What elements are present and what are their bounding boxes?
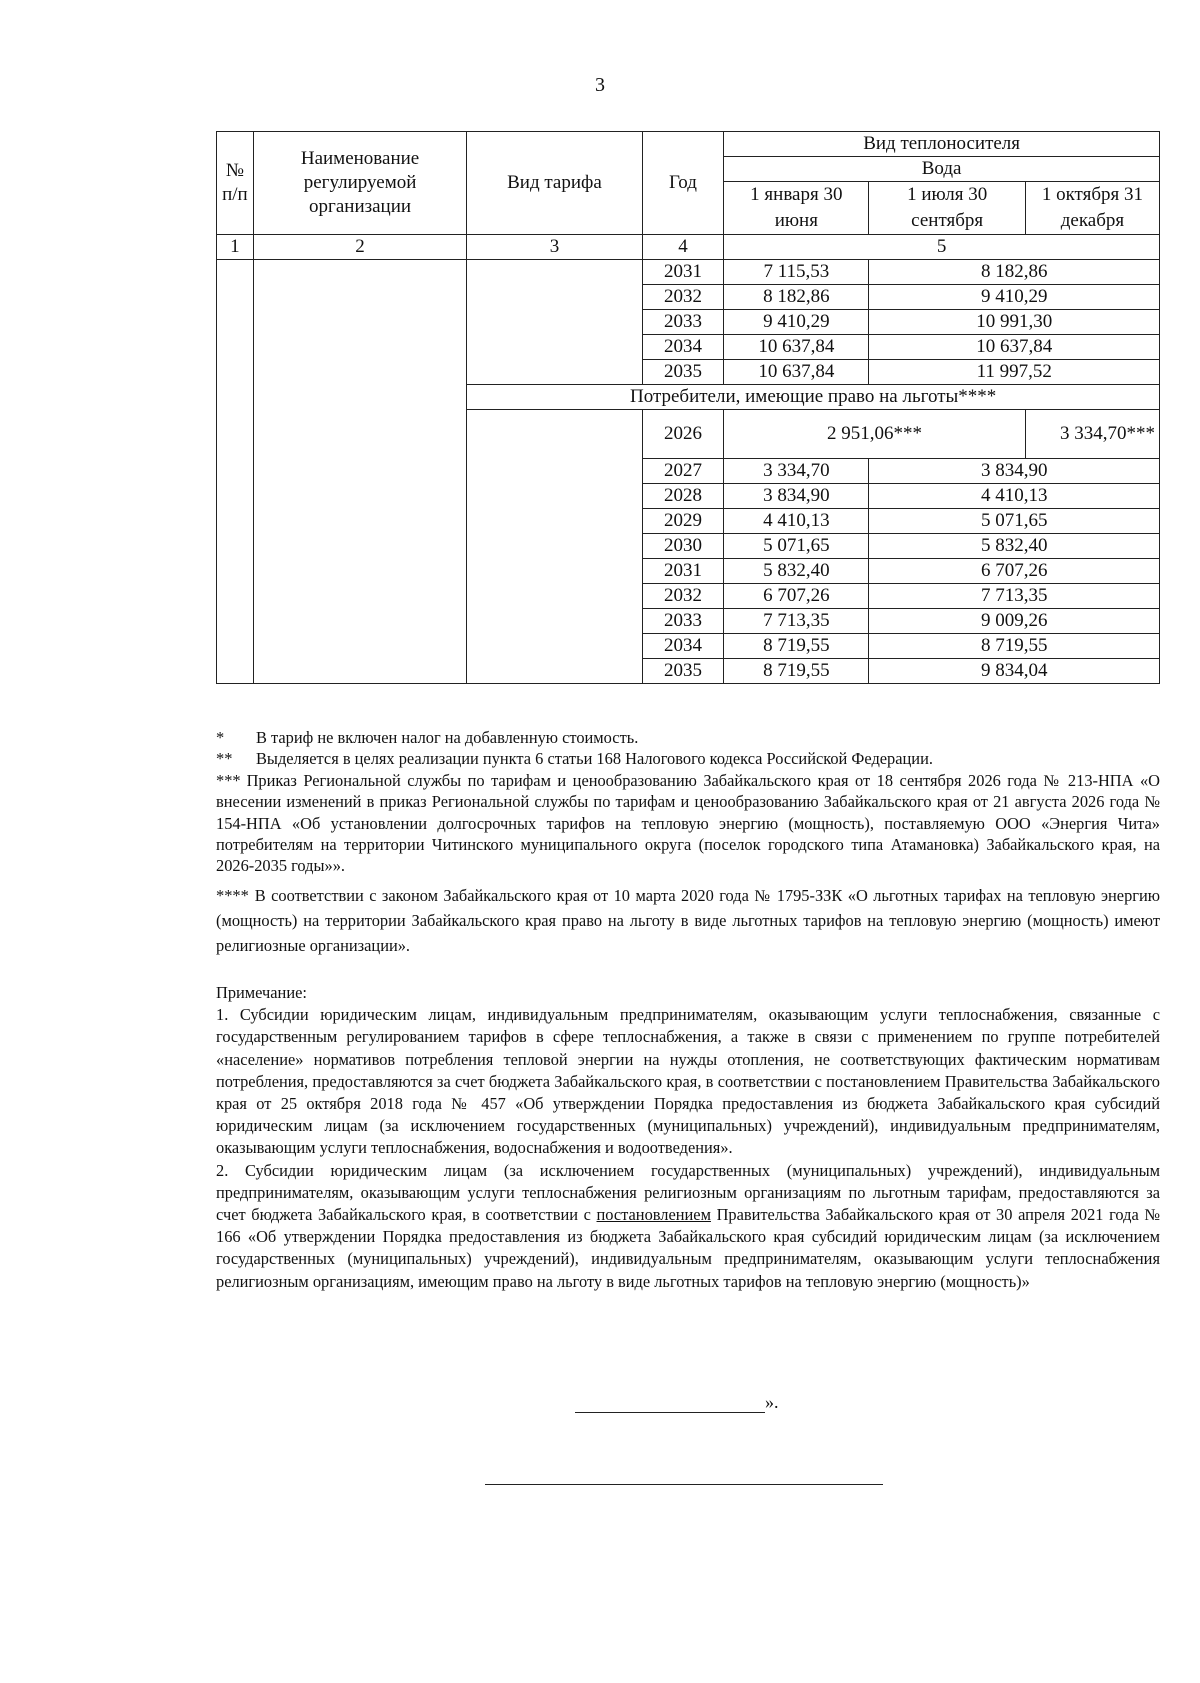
value-period-1: 10 637,84 <box>724 360 869 385</box>
value-period-1-2: 2 951,06*** <box>724 410 1026 459</box>
note-paragraph-2 <box>216 1160 1160 1293</box>
note-paragraph-1: 1. Субсидии юридическим лицам, индивидуальным предпринимателям, оказывающим услуги теплоснабжения, связанные с государственным регулированием тарифов в сфере теплоснабжения, а также в связи с применением по группе потребителей «население» нормативов потребления тепловой энергии на нужды отопления, не соответствующих фактическим нормативам потребления, предоставляются за счет бюджета Забайкальского края, в соответствии с постановлением Правительства Забайкальского края от 25 октября 2018 года № 457 «Об утверждении Порядка предоставления из бюджета Забайкальского края субсидий юридическим лицам (за исключением государственных (муниципальных) учреждений), индивидуальным предпринимателям, оказывающим услуги теплоснабжения, водоснабжения и водоотведения». <box>216 1005 1160 1158</box>
table-row <box>217 260 1160 285</box>
footnote-mark: * <box>216 728 225 747</box>
year-cell: 2029 <box>642 509 724 534</box>
value-period-2-3: 5 071,65 <box>869 509 1160 534</box>
value-period-2-3: 10 637,84 <box>869 335 1160 360</box>
value-period-2-3: 9 410,29 <box>869 285 1160 310</box>
resolution-link[interactable]: постановлением <box>596 1205 711 1225</box>
footnote-1 <box>216 727 1160 748</box>
value-period-1: 9 410,29 <box>724 310 869 335</box>
value-period-2-3: 4 410,13 <box>869 484 1160 509</box>
year-cell: 2032 <box>642 285 724 310</box>
value-period-1: 5 832,40 <box>724 559 869 584</box>
header-carrier: Вид теплоносителя <box>724 132 1160 157</box>
year-cell: 2033 <box>642 609 724 634</box>
year-cell: 2028 <box>642 484 724 509</box>
header-period-3: 1 октября 31 декабря <box>1025 182 1159 235</box>
value-period-1: 3 334,70 <box>724 459 869 484</box>
year-cell: 2032 <box>642 584 724 609</box>
signature-line <box>575 1394 765 1413</box>
value-period-1: 7 713,35 <box>724 609 869 634</box>
value-period-2-3: 9 009,26 <box>869 609 1160 634</box>
value-period-1: 8 719,55 <box>724 659 869 684</box>
col-number-2: 2 <box>253 235 466 260</box>
value-period-2-3: 8 719,55 <box>869 634 1160 659</box>
header-tariff-type: Вид тарифа <box>467 132 642 235</box>
col-number-1: 1 <box>217 235 254 260</box>
year-cell: 2026 <box>642 410 724 459</box>
value-period-1: 5 071,65 <box>724 534 869 559</box>
closing-mark <box>575 1392 779 1413</box>
num-cell-empty <box>217 260 254 684</box>
year-cell: 2034 <box>642 634 724 659</box>
value-period-2-3: 10 991,30 <box>869 310 1160 335</box>
col-number-3: 3 <box>467 235 642 260</box>
year-cell: 2031 <box>642 260 724 285</box>
closing-quote: ». <box>765 1392 779 1412</box>
page-number: 3 <box>595 74 605 96</box>
footnote-3 <box>216 770 1160 877</box>
year-cell: 2031 <box>642 559 724 584</box>
footnotes <box>216 727 1160 958</box>
value-period-1: 6 707,26 <box>724 584 869 609</box>
year-cell: 2027 <box>642 459 724 484</box>
footnote-text: В тариф не включен налог на добавленную стоимость. <box>256 728 639 747</box>
benefit-header: Потребители, имеющие право на льготы**** <box>467 385 1160 410</box>
footnote-mark: *** <box>216 770 241 790</box>
header-water: Вода <box>724 157 1160 182</box>
value-period-1: 7 115,53 <box>724 260 869 285</box>
footnote-mark: **** <box>216 885 249 905</box>
note-title: Примечание: <box>216 983 307 1002</box>
note-paragraph-2-end: Правительства Забайкальского края от 30 апреля 2021 года № 166 «Об утверждении Порядка предоставления из бюджета Забайкальского края субсидий юридическим лицам (за исключением государственных (муниципальных) учреждений), индивидуальным предпринимателям, оказывающим услуги теплоснабжения религиозным организациям, имеющим право на льготу в виде льготных тарифов на тепловую энергию (мощность)» <box>216 1205 1160 1291</box>
tariff-table <box>216 131 1160 684</box>
value-period-2-3: 5 832,40 <box>869 534 1160 559</box>
footnote-text: Выделяется в целях реализации пункта 6 статьи 168 Налогового кодекса Российской Федерации. <box>256 749 933 769</box>
note-paragraph-2-start: 2. Субсидии юридическим лицам (за исключением государственных (муниципальных) учреждений), индивидуальным предпринимателям, оказывающим услуги теплоснабжения религиозным организациям по льготным тарифам, предоставляются за счет бюджета Забайкальского края, в соответствии с <box>216 1160 1160 1225</box>
year-cell: 2035 <box>642 360 724 385</box>
year-cell: 2033 <box>642 310 724 335</box>
value-period-1: 8 719,55 <box>724 634 869 659</box>
footnote-2 <box>216 748 1160 769</box>
header-period-1: 1 января 30 июня <box>724 182 869 235</box>
footnote-4 <box>216 883 1160 958</box>
footnote-text: В соответствии с законом Забайкальского края от 10 марта 2020 года № 1795-ЗЗК «О льготных тарифах на тепловую энергию (мощность) на территории Забайкальского края право на льготу в виде льготных тарифов на тепловую энергию (мощность) имеют религиозные организации». <box>216 885 1160 955</box>
value-period-1: 8 182,86 <box>724 285 869 310</box>
column-numbers-row <box>217 235 1160 260</box>
year-cell: 2034 <box>642 335 724 360</box>
col-number-4: 4 <box>642 235 724 260</box>
tariff-cell-empty <box>467 410 642 684</box>
value-period-2-3: 9 834,04 <box>869 659 1160 684</box>
footnote-text: Приказ Региональной службы по тарифам и ценообразованию Забайкальского края от 18 сентября 2026 года № 213-НПА «О внесении изменений в приказ Региональной службы по тарифам и ценообразованию Забайкальского края от 21 августа 2026 года № 154-НПА «Об установлении долгосрочных тарифов на тепловую энергию (мощность), поставляемую ООО «Энергия Чита» потребителям на территории Читинского муниципального округа (поселок городского типа Атамановка) Забайкальского края, на 2026-2035 годы»». <box>216 770 1160 876</box>
value-period-3: 3 334,70*** <box>1025 410 1159 459</box>
tariff-cell-empty <box>467 260 642 385</box>
value-period-2-3: 3 834,90 <box>869 459 1160 484</box>
year-cell: 2030 <box>642 534 724 559</box>
value-period-1: 3 834,90 <box>724 484 869 509</box>
col-number-5: 5 <box>724 235 1160 260</box>
header-org: Наименование регулируемой организации <box>253 132 466 235</box>
value-period-2-3: 6 707,26 <box>869 559 1160 584</box>
header-year: Год <box>642 132 724 235</box>
footnote-mark: ** <box>216 749 233 769</box>
note-section <box>216 982 1160 1293</box>
value-period-2-3: 8 182,86 <box>869 260 1160 285</box>
value-period-2-3: 7 713,35 <box>869 584 1160 609</box>
year-cell: 2035 <box>642 659 724 684</box>
header-period-2: 1 июля 30 сентября <box>869 182 1025 235</box>
bottom-divider <box>485 1484 883 1485</box>
value-period-1: 4 410,13 <box>724 509 869 534</box>
header-num: № п/п <box>217 132 254 235</box>
value-period-1: 10 637,84 <box>724 335 869 360</box>
org-cell-empty <box>253 260 466 684</box>
value-period-2-3: 11 997,52 <box>869 360 1160 385</box>
